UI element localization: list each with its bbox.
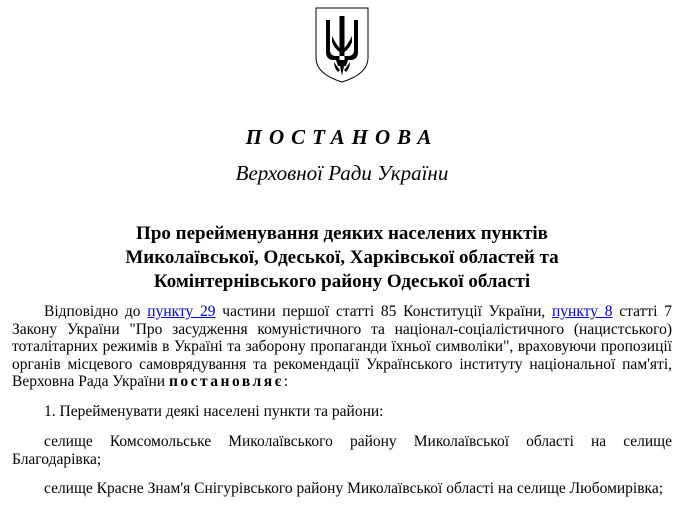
constitution-article-link[interactable]: пункту 29 <box>147 303 216 320</box>
document-title <box>40 222 644 294</box>
title-line: Про перейменування деяких населених пунктів <box>136 223 548 244</box>
list-item: селище Комсомольське Миколаївського району Миколаївської області на селище Благодарівка; <box>12 433 672 468</box>
document-body <box>12 303 672 510</box>
coat-of-arms-icon <box>314 6 370 84</box>
decree-word: постановляє <box>168 373 284 390</box>
title-line: Комінтернівського району Одеської області <box>153 271 531 292</box>
document-type: ПОСТАНОВА <box>245 125 439 149</box>
law-article-link[interactable]: пункту 8 <box>552 303 613 320</box>
preamble-text: статті 7 Закону України "Про засудження комуністичного та націонал-соціалістичного (нацистського) тоталітарних режимів в Україні та заборону пропаганди їхньої символіки", враховуючи пропозиції органів місцевого самоврядування та рекомендації Українського інституту національної пам'яті, Верховна Рада України <box>12 303 672 390</box>
preamble-text: Відповідно до <box>44 303 148 320</box>
list-item: 1. Перейменувати деякі населені пункти та райони: <box>44 402 384 420</box>
list-item: селище Красне Знам'я Снігурівського району Миколаївської області на селище Любомирівка; <box>44 480 664 497</box>
preamble-text: : <box>283 373 289 390</box>
title-line: Миколаївської, Одеської, Харківської областей та <box>125 247 559 268</box>
preamble-text: частини першої статті 85 Конституції України, <box>215 303 553 320</box>
preamble-paragraph <box>12 303 672 391</box>
issuing-body: Верховної Ради України <box>235 161 449 185</box>
